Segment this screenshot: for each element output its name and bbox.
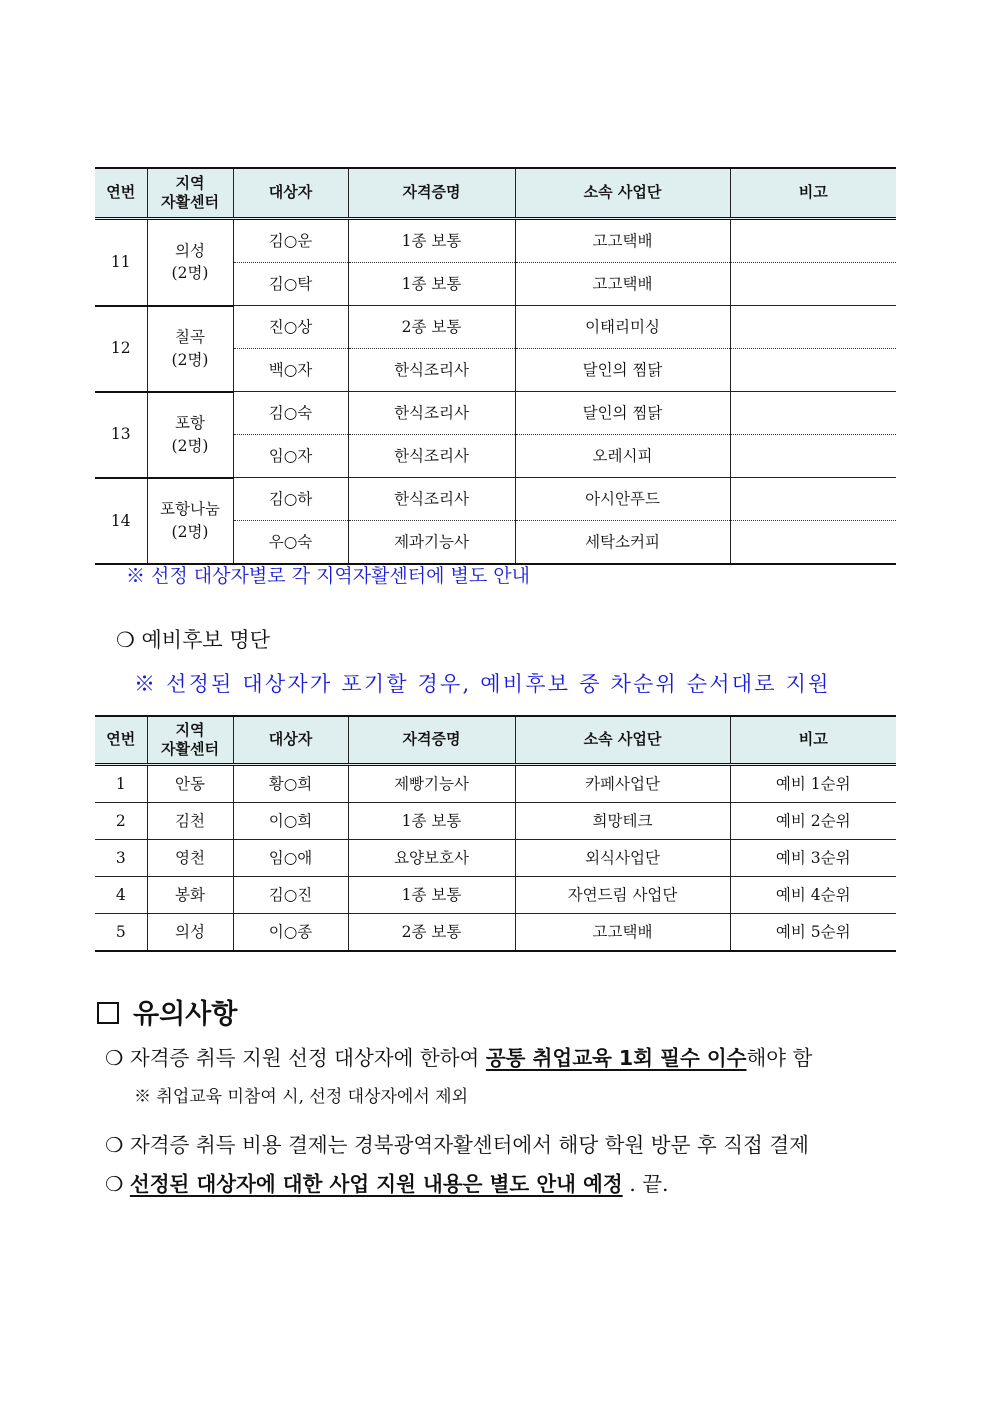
row-no: 1 <box>95 765 147 803</box>
row-no: 3 <box>95 840 147 877</box>
row-biz: 자연드림 사업단 <box>515 877 730 914</box>
table-row <box>95 914 896 952</box>
row-name: 이○종 <box>233 914 348 952</box>
row-biz: 아시안푸드 <box>515 478 730 521</box>
header-note: 비고 <box>730 168 896 219</box>
row-name: 김○하 <box>233 478 348 521</box>
header-biz: 소속 사업단 <box>515 716 730 765</box>
row-name: 김○진 <box>233 877 348 914</box>
notice-item-1-prefix: ❍ 자격증 취득 지원 선정 대상자에 한하여 <box>105 1046 486 1070</box>
row-biz: 고고택배 <box>515 263 730 306</box>
row-biz: 희망테크 <box>515 803 730 840</box>
header-note: 비고 <box>730 716 896 765</box>
reserve-heading: ❍ 예비후보 명단 <box>116 628 270 652</box>
row-cert: 1종 보통 <box>348 877 515 914</box>
row-biz: 고고택배 <box>515 219 730 263</box>
row-center: 포항나눔 (2명) <box>147 478 233 565</box>
row-biz: 고고택배 <box>515 914 730 952</box>
table-row <box>95 219 896 263</box>
row-note <box>730 219 896 263</box>
row-biz: 세탁소커피 <box>515 521 730 565</box>
notice-item-3-prefix: ❍ <box>105 1172 130 1196</box>
row-note <box>730 478 896 521</box>
header-no: 연번 <box>95 168 147 219</box>
selected-note: ※ 선정 대상자별로 각 지역자활센터에 별도 안내 <box>126 565 530 587</box>
header-no: 연번 <box>95 716 147 765</box>
notice-item-3 <box>105 1167 669 1197</box>
notice-item-1-subnote: ※ 취업교육 미참여 시, 선정 대상자에서 제외 <box>134 1087 469 1107</box>
notice-item-3-suffix: . 끝. <box>622 1172 669 1196</box>
row-cert: 한식조리사 <box>348 478 515 521</box>
header-center: 지역 자활센터 <box>147 168 233 219</box>
table-row <box>95 306 896 349</box>
row-note <box>730 435 896 478</box>
row-note <box>730 392 896 435</box>
row-biz: 달인의 찜닭 <box>515 349 730 392</box>
row-cert: 한식조리사 <box>348 349 515 392</box>
row-name: 김○탁 <box>233 263 348 306</box>
header-name: 대상자 <box>233 716 348 765</box>
row-name: 김○숙 <box>233 392 348 435</box>
row-center: 칠곡 (2명) <box>147 306 233 392</box>
row-center: 의성 <box>147 914 233 952</box>
reserve-table <box>95 715 896 952</box>
row-biz: 오레시피 <box>515 435 730 478</box>
row-cert: 제빵기능사 <box>348 765 515 803</box>
row-no: 4 <box>95 877 147 914</box>
table-row <box>95 803 896 840</box>
row-cert: 2종 보통 <box>348 914 515 952</box>
row-note: 예비 5순위 <box>730 914 896 952</box>
row-cert: 2종 보통 <box>348 306 515 349</box>
row-center: 포항 (2명) <box>147 392 233 478</box>
row-note <box>730 349 896 392</box>
table-row <box>95 765 896 803</box>
row-name: 임○자 <box>233 435 348 478</box>
row-no: 14 <box>95 478 147 565</box>
row-note: 예비 2순위 <box>730 803 896 840</box>
row-cert: 한식조리사 <box>348 435 515 478</box>
row-name: 황○희 <box>233 765 348 803</box>
row-cert: 한식조리사 <box>348 392 515 435</box>
row-center: 안동 <box>147 765 233 803</box>
notice-item-1-suffix: 해야 함 <box>746 1046 813 1070</box>
header-cert: 자격증명 <box>348 716 515 765</box>
selected-table <box>95 167 896 565</box>
row-name: 이○희 <box>233 803 348 840</box>
notice-item-2: ❍ 자격증 취득 비용 결제는 경북광역자활센터에서 해당 학원 방문 후 직접 결제 <box>105 1133 809 1157</box>
row-cert: 1종 보통 <box>348 803 515 840</box>
row-name: 우○숙 <box>233 521 348 565</box>
table-row <box>95 840 896 877</box>
row-name: 백○자 <box>233 349 348 392</box>
table-header-row <box>95 168 896 219</box>
table-row <box>95 392 896 435</box>
row-biz: 카페사업단 <box>515 765 730 803</box>
row-no: 5 <box>95 914 147 952</box>
row-cert: 1종 보통 <box>348 219 515 263</box>
row-name: 진○상 <box>233 306 348 349</box>
notice-item-1 <box>105 1041 812 1071</box>
row-biz: 달인의 찜닭 <box>515 392 730 435</box>
row-center: 영천 <box>147 840 233 877</box>
row-cert: 요양보호사 <box>348 840 515 877</box>
header-name: 대상자 <box>233 168 348 219</box>
row-note <box>730 306 896 349</box>
row-no: 12 <box>95 306 147 392</box>
row-note <box>730 263 896 306</box>
table-header-row <box>95 716 896 765</box>
row-cert: 1종 보통 <box>348 263 515 306</box>
header-cert: 자격증명 <box>348 168 515 219</box>
row-name: 김○운 <box>233 219 348 263</box>
row-note: 예비 1순위 <box>730 765 896 803</box>
table-row <box>95 478 896 521</box>
row-no: 11 <box>95 219 147 306</box>
notice-title-text: 유의사항 <box>133 999 238 1030</box>
notice-item-3-emphasis: 선정된 대상자에 대한 사업 지원 내용은 별도 안내 예정 <box>129 1172 623 1196</box>
row-cert: 제과기능사 <box>348 521 515 565</box>
row-note <box>730 521 896 565</box>
square-bullet-icon <box>97 1002 119 1024</box>
row-note: 예비 4순위 <box>730 877 896 914</box>
row-biz: 이태리미싱 <box>515 306 730 349</box>
header-biz: 소속 사업단 <box>515 168 730 219</box>
row-center: 봉화 <box>147 877 233 914</box>
reserve-note: ※ 선정된 대상자가 포기할 경우, 예비후보 중 차순위 순서대로 지원 <box>134 672 831 696</box>
row-no: 2 <box>95 803 147 840</box>
row-name: 임○애 <box>233 840 348 877</box>
notice-title <box>97 992 237 1031</box>
row-note: 예비 3순위 <box>730 840 896 877</box>
row-center: 김천 <box>147 803 233 840</box>
row-center: 의성 (2명) <box>147 219 233 306</box>
row-no: 13 <box>95 392 147 478</box>
header-center: 지역 자활센터 <box>147 716 233 765</box>
notice-item-1-emphasis: 공통 취업교육 1회 필수 이수 <box>485 1046 747 1070</box>
row-biz: 외식사업단 <box>515 840 730 877</box>
table-row <box>95 877 896 914</box>
